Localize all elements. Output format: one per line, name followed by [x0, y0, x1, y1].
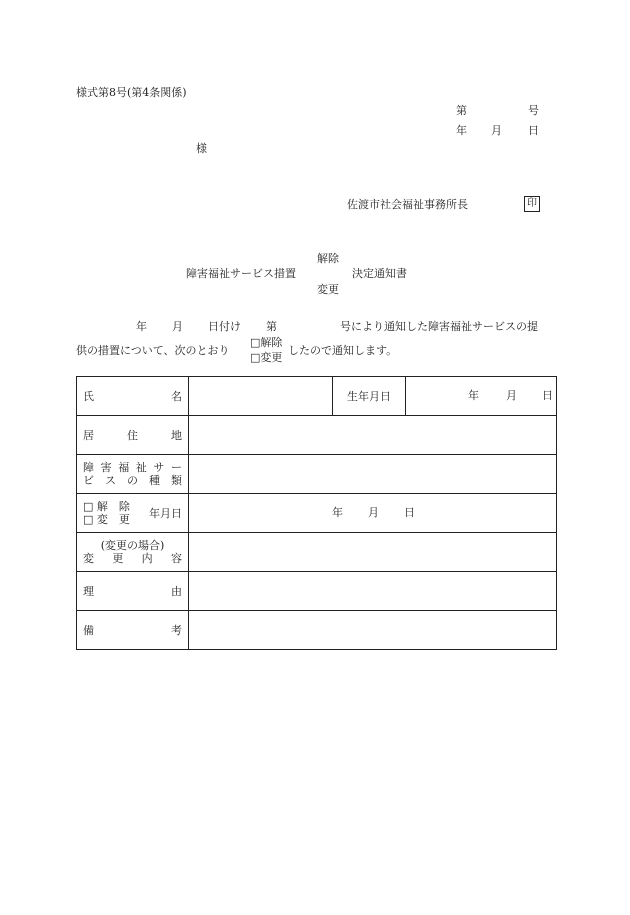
table-row-reason	[77, 572, 557, 611]
address-label: 居 住 地	[77, 416, 189, 455]
date-year: 年	[456, 124, 467, 137]
body-dai: 第	[266, 320, 277, 333]
service-type-label: 障 害 福 祉 サ ー ビ ス の 種 類	[77, 455, 189, 494]
service-type-value[interactable]	[189, 455, 557, 494]
remarks-label: 備 考	[77, 611, 189, 650]
form-number: 様式第8号(第4条関係)	[76, 86, 187, 99]
address-value[interactable]	[189, 416, 557, 455]
addressee-sama: 様	[196, 142, 207, 155]
effective-date-label: □ 解 除 □ 変 更 年月日	[77, 494, 189, 533]
name-value[interactable]	[189, 377, 333, 416]
date-option-henkou: □ 変 更	[83, 513, 130, 526]
table-row-name	[77, 377, 557, 416]
change-content-label: (変更の場合) 変 更 内 容	[77, 533, 189, 572]
body-line2-post: したので通知します。	[288, 344, 398, 357]
body-line2-pre: 供の措置について、次のとおり	[76, 344, 230, 357]
body-hizuke: 日付け	[208, 320, 241, 333]
title-option-kaijo: 解除	[317, 252, 339, 265]
remarks-value[interactable]	[189, 611, 557, 650]
title-main: 障害福祉サービス措置	[186, 267, 296, 280]
date-month: 月	[491, 124, 502, 137]
change-content-value[interactable]	[189, 533, 557, 572]
reason-value[interactable]	[189, 572, 557, 611]
table-row-service	[77, 455, 557, 494]
effective-date-value[interactable]: 年 月 日	[189, 494, 557, 533]
body-month: 月	[172, 320, 183, 333]
title-suffix: 決定通知書	[352, 267, 407, 280]
name-label: 氏 名	[77, 377, 189, 416]
body-option-kaijo: □解除	[250, 336, 283, 349]
seal-mark: 印	[524, 196, 540, 212]
title-option-henkou: 変更	[317, 283, 339, 296]
body-year: 年	[136, 320, 147, 333]
document-number-dai: 第	[456, 104, 467, 117]
table-row-change	[77, 533, 557, 572]
notice-table	[76, 376, 557, 650]
birth-label: 生年月日	[333, 377, 406, 416]
reason-label: 理 由	[77, 572, 189, 611]
table-row-address	[77, 416, 557, 455]
body-option-henkou: □変更	[250, 351, 283, 364]
body-line1-rest: 号により通知した障害福祉サービスの提	[340, 320, 538, 333]
date-day: 日	[528, 124, 539, 137]
document-number-go: 号	[528, 104, 539, 117]
birth-value[interactable]: 年 月 日	[406, 377, 557, 416]
issuer-name: 佐渡市社会福祉事務所長	[347, 198, 468, 211]
table-row-remarks	[77, 611, 557, 650]
date-option-kaijo: □ 解 除	[83, 500, 130, 513]
table-row-date	[77, 494, 557, 533]
